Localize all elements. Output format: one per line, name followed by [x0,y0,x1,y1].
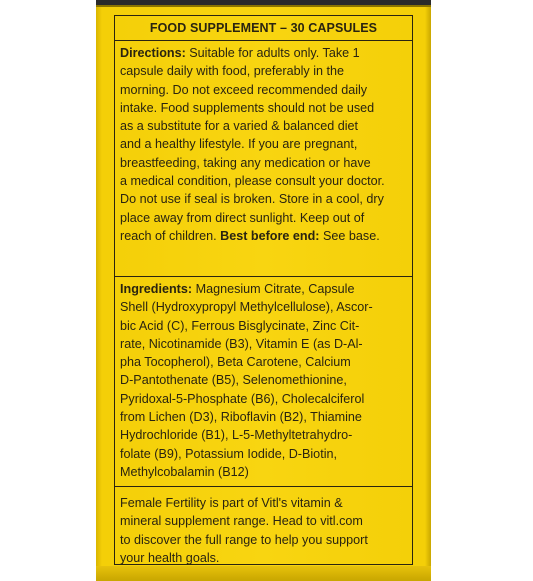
directions-line: place away from direct sunlight. Keep out of [120,210,365,225]
best-before-value: See base. [319,228,380,243]
best-before-label: Best before end: [220,228,320,243]
panel-title: FOOD SUPPLEMENT – 30 CAPSULES [115,16,412,41]
directions-line: a medical condition, please consult your doctor. [120,174,385,189]
directions-label: Directions: [120,46,186,60]
label-panel [114,15,413,565]
info-line: mineral supplement range. Head to vitl.com [120,514,363,529]
directions-line: morning. Do not exceed recommended daily [120,82,368,97]
directions-line: intake. Food supplements should not be used [120,100,375,115]
directions-section [115,41,412,277]
ingredients-line: Shell (Hydroxypropyl Methylcellulose), Ascor- [120,300,373,315]
ingredients-line: Hydrochloride (B1), L-5-Methyltetrahydro- [120,428,353,443]
directions-line: and a healthy lifestyle. If you are pregnant, [120,137,358,152]
box-top-shadow [96,5,431,7]
directions-line: as a substitute for a varied & balanced diet [120,119,359,134]
ingredients-line: folate (B9), Potassium Iodide, D-Biotin, [120,446,337,461]
ingredients-label: Ingredients: [120,282,193,296]
ingredients-line: Pyridoxal-5-Phosphate (B6), Cholecalciferol [120,391,365,406]
ingredients-line: rate, Nicotinamide (B3), Vitamin E (as D-Al- [120,336,363,351]
ingredients-line: from Lichen (D3), Riboflavin (B2), Thiamine [120,410,362,425]
directions-line: Do not use if seal is broken. Store in a cool, dry [120,192,384,207]
directions-line: capsule daily with food, preferably in the [120,64,345,79]
ingredients-line: Methylcobalamin (B12) [120,464,249,479]
info-line: to discover the full range to help you support [120,532,368,547]
info-line: your health goals. [120,550,220,565]
ingredients-line: pha Tocopherol), Beta Carotene, Calcium [120,355,351,370]
box-bottom-edge [96,566,431,581]
ingredients-line: bic Acid (C), Ferrous Bisglycinate, Zinc Cit- [120,318,360,333]
directions-line: breastfeeding, taking any medication or have [120,155,371,170]
directions-line: Directions: Suitable for adults only. Take 1 [120,46,360,60]
info-line: Female Fertility is part of Vitl's vitamin & [120,496,343,510]
ingredients-line: D-Pantothenate (B5), Selenomethionine, [120,373,347,388]
directions-line: reach of children. Best before end: See base. [120,228,380,243]
ingredients-line: Ingredients: Magnesium Citrate, Capsule [120,282,355,296]
ingredients-section [115,277,412,487]
range-info-section [115,487,412,564]
